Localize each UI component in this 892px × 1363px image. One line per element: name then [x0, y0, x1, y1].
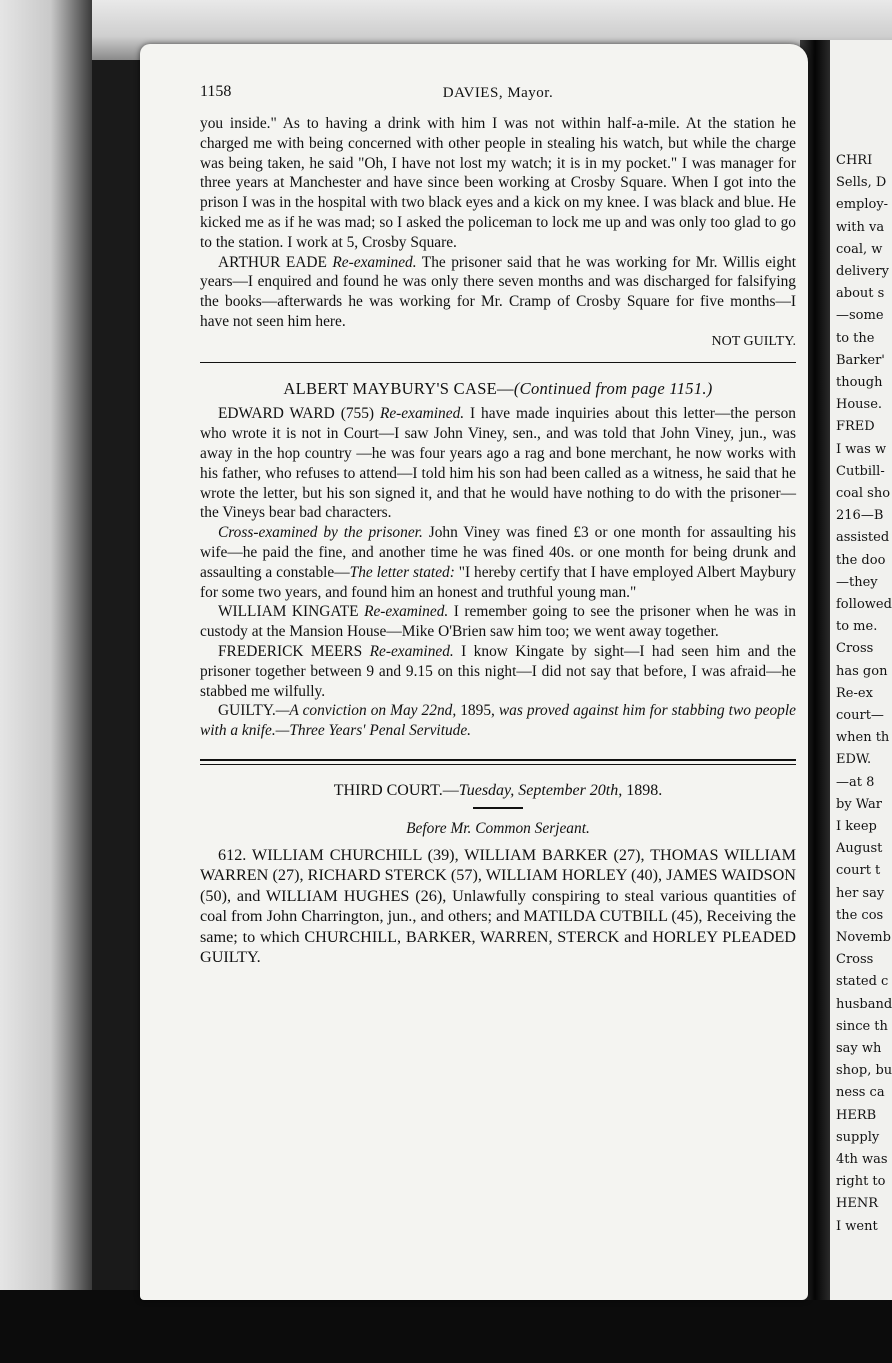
facing-page-line: the doo — [836, 552, 886, 568]
facing-page-line: Cross — [836, 952, 874, 968]
witness-role: Re-examined. — [364, 603, 449, 621]
facing-page-line: Cutbill- — [836, 463, 885, 479]
facing-page-line: I keep — [836, 819, 877, 834]
witness-statement: I remember going to see the prisoner when he was in custody at the Mansion House—Mike O'Brien saw him too; we went away together. — [200, 603, 796, 641]
facing-page-line: to the — [836, 330, 875, 346]
facing-page-line: when th — [836, 730, 890, 746]
letter-label: The letter stated: — [349, 563, 455, 581]
facing-page-line: coal, w — [836, 241, 883, 257]
book-page — [140, 44, 808, 1300]
witness-name: EDWARD WARD — [218, 405, 335, 423]
verdict-text-1: —A conviction on May 22nd, — [275, 702, 457, 720]
scan-background-left — [0, 0, 92, 1363]
case-title-text: ALBERT MAYBURY'S CASE— — [283, 378, 514, 398]
facing-page-line: House. — [836, 397, 883, 413]
witness-number: (755) — [340, 405, 375, 423]
facing-page-line: shop, bu — [836, 1063, 892, 1079]
facing-page-line: coal sho — [836, 486, 891, 501]
facing-page-line: since th — [836, 1018, 888, 1034]
facing-page-line: Novemb — [836, 930, 891, 945]
verdict-year: 1895, — [460, 702, 495, 720]
court-date: Tuesday, September 20th, — [458, 781, 623, 799]
testimony-paragraph: you inside." As to having a drink with him I was not within half-a-mile. At the station he charged me with being concerned with other people in stealing his watch, but while the charge was being taken, he said "Oh, I have not lost my watch; it is in my pocket." I was manager for three years at Manchester and have since been working at Crosby Square. When I got into the prison I was in the hospital with two black eyes and a kick on my knee. I was black and blue. He kicked me as if he was mad; so I asked the policeman to lock me up and was only too glad to go to the station. I work at 5, Crosby Square. — [200, 115, 796, 251]
facing-page-line: —they — [836, 574, 878, 590]
cross-label: Cross-examined by the prisoner. — [218, 524, 423, 542]
case-title — [200, 379, 796, 399]
verdict-text-2: was proved against him for stabbing two people with a knife.—Three Years' Penal Servitude. — [200, 702, 796, 740]
running-head: DAVIES, Mayor. — [442, 85, 554, 101]
eade-testimony — [200, 253, 796, 332]
short-divider — [473, 807, 523, 809]
facing-page-line: Re-ex — [836, 685, 873, 701]
facing-page-edge — [830, 40, 892, 1300]
witness-name: WILLIAM KINGATE — [218, 603, 359, 621]
court-title — [200, 781, 796, 801]
witness-role: Re-examined. — [379, 405, 465, 423]
facing-page-line: 216—B — [836, 508, 884, 524]
witness-statement: I have made inquiries about this letter—the person who wrote it is not in Court—I saw John Viney, sen., and was told that John Viney, jun., was away in the hop country —he was four years ago a rag and bone merchant, he now works with his father, who refuses to attend—I told him his son had been called as a witness, he said that he wrote the letter, but his son signed it, and that he would have nothing to do with the prisoner—the Vineys bear bad characters. — [200, 405, 796, 522]
facing-page-line: —some — [836, 308, 884, 324]
facing-page-line: HENR — [836, 1196, 878, 1212]
meers-testimony — [200, 642, 796, 701]
facing-page-line: husband — [836, 996, 892, 1012]
ward-testimony — [200, 404, 796, 523]
guilty-verdict — [200, 701, 796, 741]
scan-background-bottom — [0, 1290, 892, 1363]
witness-name: ARTHUR EADE — [218, 253, 327, 271]
facing-page-line: Sells, D — [836, 175, 887, 191]
facing-page-line: by War — [836, 796, 882, 812]
facing-page-line: has gon — [836, 663, 888, 679]
facing-page-line: I went — [836, 1218, 878, 1234]
facing-page-line: to me. — [836, 619, 878, 635]
facing-page-line: employ- — [836, 197, 889, 213]
facing-page-line: EDW. — [836, 752, 872, 768]
facing-page-line: Cross — [836, 641, 874, 657]
facing-page-line: say wh — [836, 1041, 882, 1056]
facing-page-line: the cos — [836, 907, 884, 923]
witness-statement: The prisoner said that he was working for Mr. Willis eight years—I enquired and found he was only there seven months and was discharged for falsifying the books—afterwards he was working for Mr. Cramp of Crosby Square for five months—I have not seen him here. — [200, 253, 796, 330]
facing-page-line: Barker' — [836, 352, 885, 368]
facing-page-line: August — [836, 841, 883, 857]
indictment-plea: PLEADED GUILTY. — [200, 927, 796, 966]
facing-page-line: —at 8 — [836, 774, 875, 790]
facing-page-line: court t — [836, 863, 881, 879]
facing-page-line: assisted — [836, 530, 890, 546]
verdict-label: GUILTY. — [218, 702, 276, 720]
verdict-not-guilty: NOT GUILTY. — [711, 333, 796, 349]
page-number: 1158 — [200, 83, 232, 100]
facing-page-line: court— — [836, 708, 884, 723]
letter-quote: "I hereby certify that I have employed Albert Maybury for some two years, and found him an honest and truthful young man." — [200, 563, 796, 601]
case-title-continued: (Continued from page 1151.) — [513, 378, 713, 398]
facing-page-line: supply — [836, 1129, 880, 1145]
page-content — [200, 82, 796, 968]
facing-page-line: stated c — [836, 974, 889, 990]
indictment-text: 612. WILLIAM CHURCHILL (39), WILLIAM BARKER (27), THOMAS WILLIAM WARREN (27), RICHARD STERCK (57), WILLIAM HORLEY (40), JAMES WAIDSON (50), and WILLIAM HUGHES (26), Unlawfully conspiring to steal various quantities of coal from John Charrington, jun., and others; and MATILDA CUTBILL (45), Receiving the same; to which CHURCHILL, BARKER, WARREN, STERCK and HORLEY — [200, 845, 796, 946]
facing-page-line: right to — [836, 1174, 886, 1190]
cross-examination — [200, 523, 796, 602]
facing-page-line: though — [836, 375, 883, 390]
witness-statement: I know Kingate by sight—I had seen him and the prisoner together between 9 and 9.15 on this night—I did not say that before, I was afraid—he stabbed me wilfully. — [200, 642, 796, 700]
facing-page-line: with va — [836, 219, 885, 235]
section-divider — [200, 362, 796, 363]
court-name: THIRD COURT.— — [333, 781, 459, 799]
facing-page-line: 4th was — [836, 1152, 888, 1167]
witness-name: FREDERICK MEERS — [218, 642, 363, 660]
facing-page-line: CHRI — [836, 153, 873, 168]
facing-page-line: FRED — [836, 419, 875, 435]
court-divider — [200, 759, 796, 765]
facing-page-line: I was w — [836, 441, 887, 457]
facing-page-line: HERB — [836, 1107, 877, 1123]
witness-role: Re-examined. — [332, 253, 417, 271]
presiding-judge: Before Mr. Common Serjeant. — [406, 819, 590, 837]
kingate-testimony — [200, 602, 796, 642]
witness-role: Re-examined. — [369, 642, 454, 660]
facing-page-line: about s — [836, 286, 885, 302]
facing-page-line: ness ca — [836, 1085, 885, 1101]
facing-page-line: her say — [836, 885, 885, 901]
court-year: 1898. — [626, 781, 663, 799]
indictment-paragraph — [200, 845, 796, 968]
page-header — [200, 82, 796, 108]
facing-page-line: followed — [836, 597, 892, 612]
cross-statement: John Viney was fined £3 or one month for assaulting his wife—he paid the fine, and another time he was fined 40s. or one month for being drunk and assaulting a constable— — [200, 524, 796, 581]
facing-page-line: delivery — [836, 264, 889, 279]
